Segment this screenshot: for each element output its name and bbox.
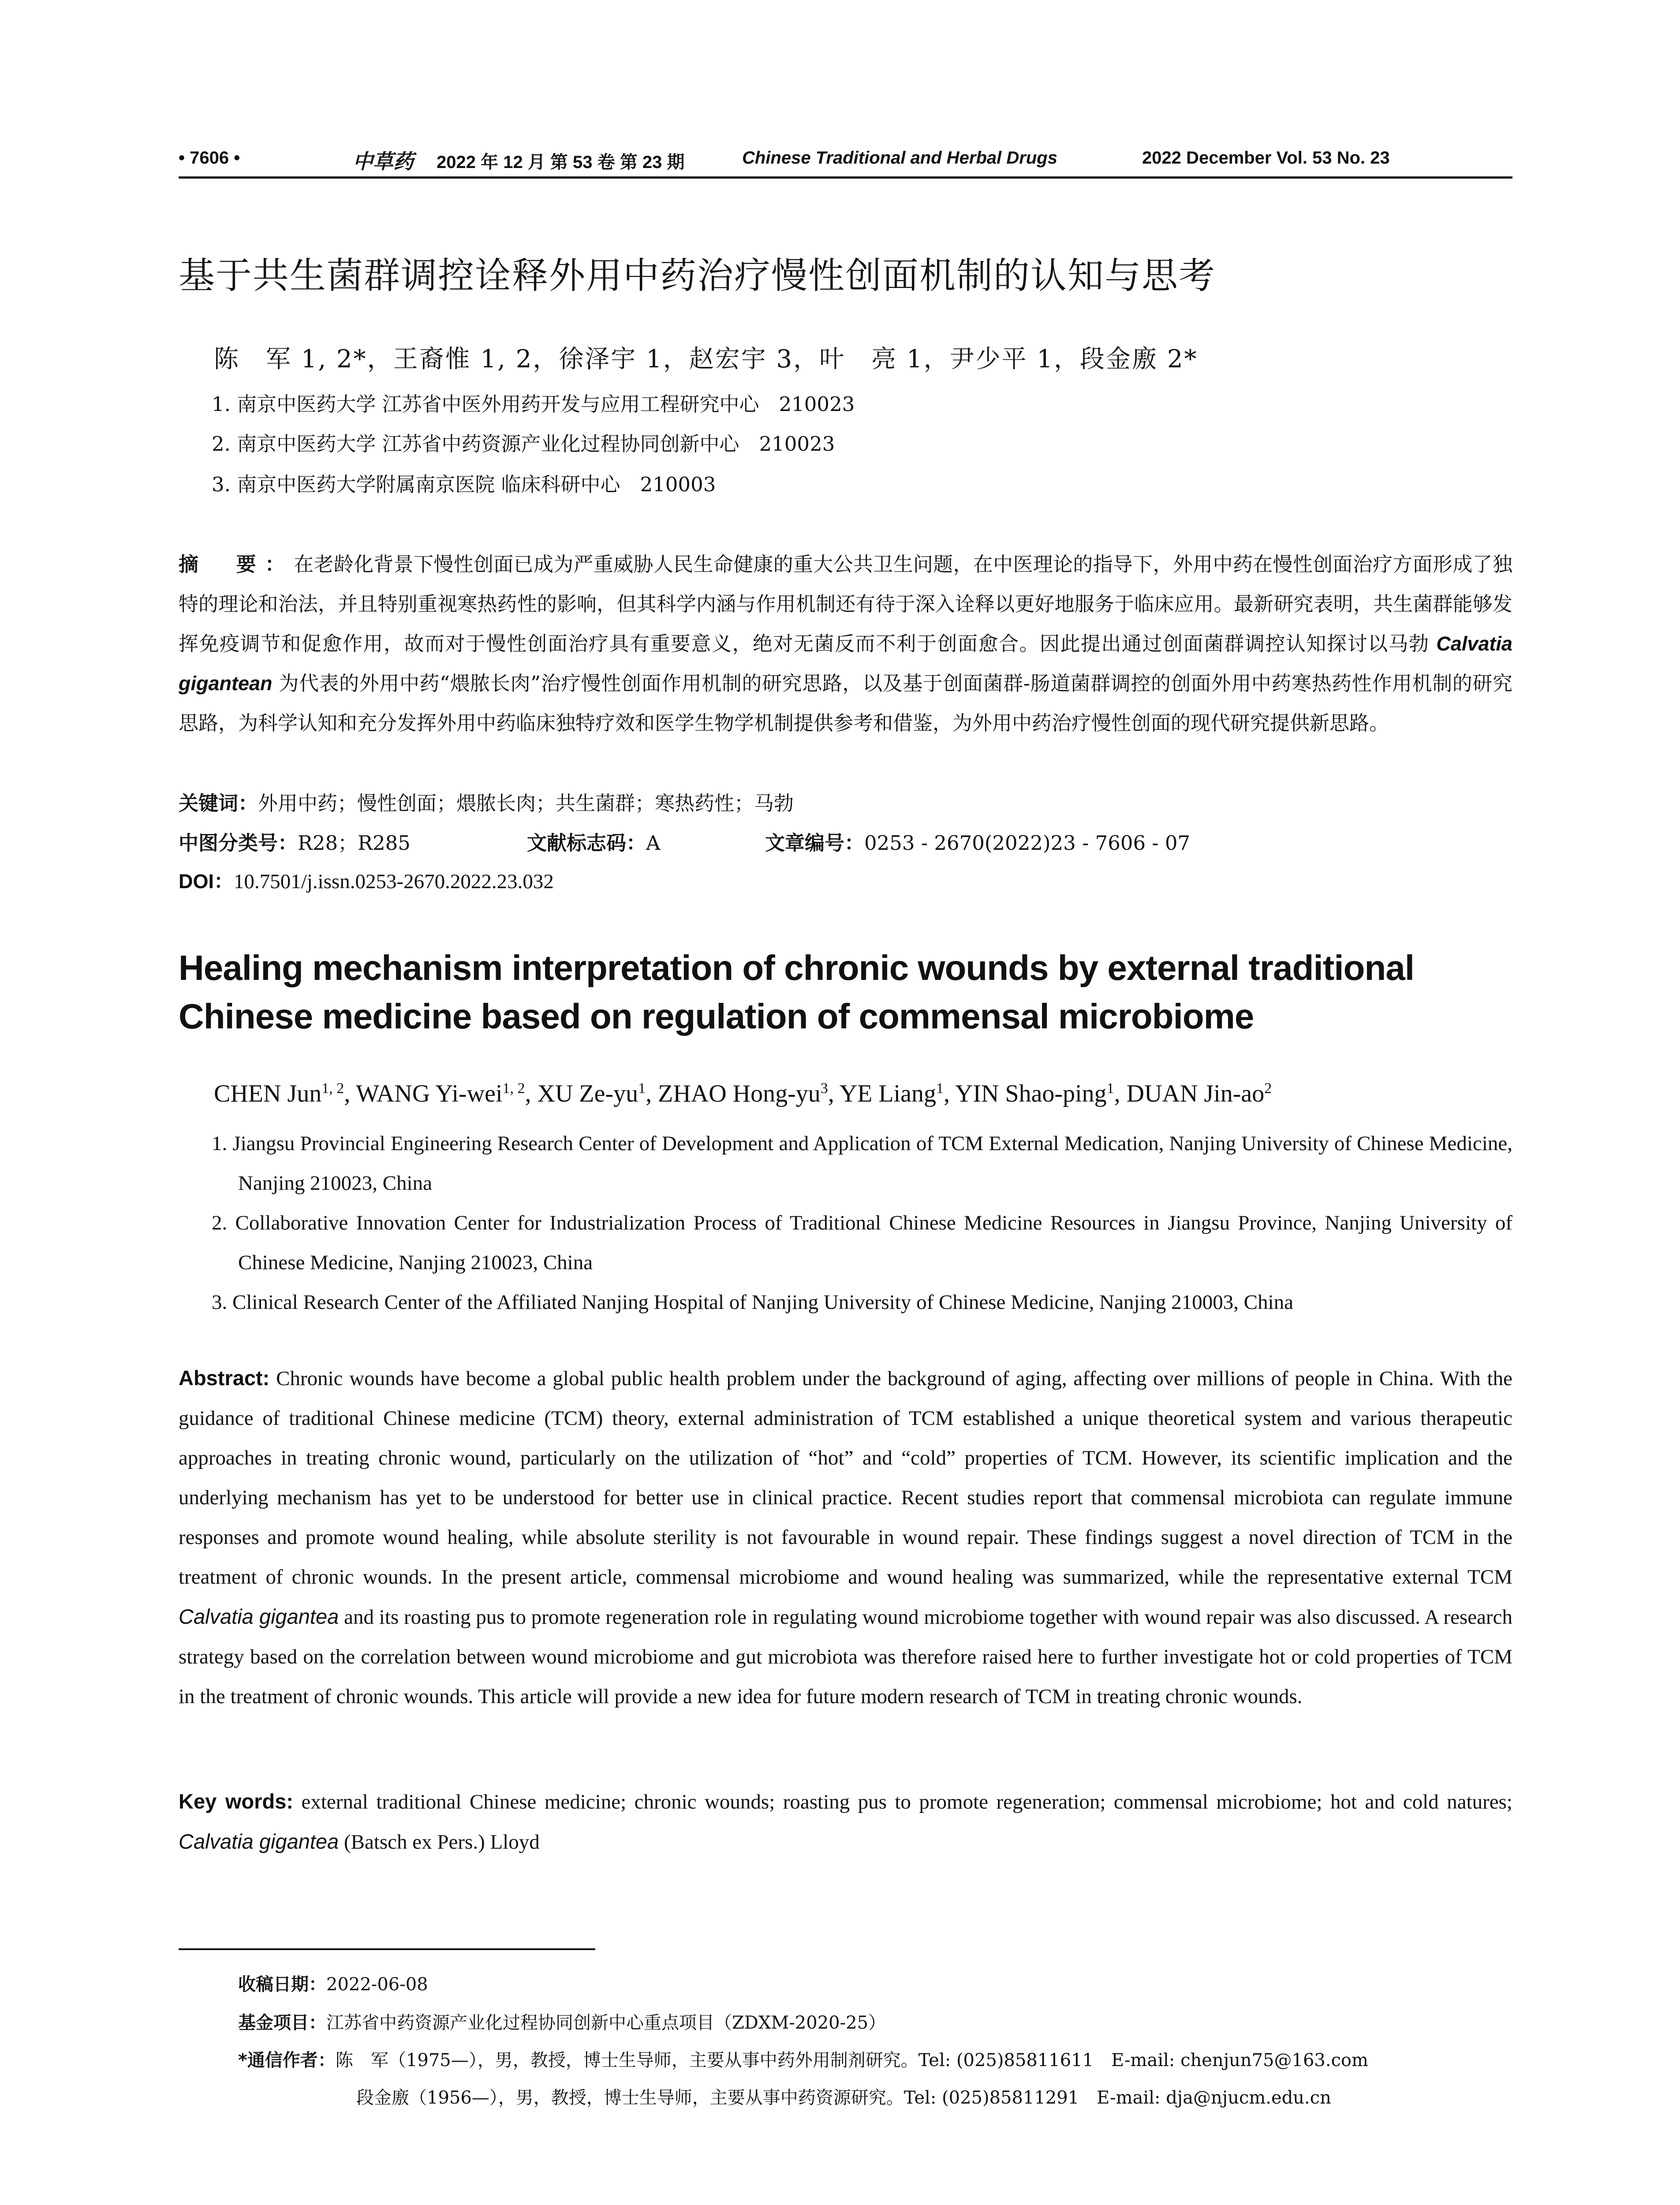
- author-en: [955, 1080, 1114, 1107]
- clc-field: [179, 827, 411, 856]
- authors-cn: 陈 军 1, 2*，王裔惟 1, 2，徐泽宇 1，赵宏宇 3，叶 亮 1，尹少平 1，段金廒 2*: [214, 345, 1198, 374]
- affiliation-en-1: [212, 1124, 1512, 1203]
- abstract-cn-species: Calvatia gigantean: [179, 632, 1512, 695]
- running-header: [179, 140, 1512, 176]
- footnote-rule: [179, 1948, 595, 1950]
- author-en-name: CHEN Jun: [214, 1080, 322, 1107]
- authors-en: CHEN Jun$^{1, 2}$, WANG Yi-wei$^{1, 2}$, XU $Ze-yu^1$, ZHAO Hong-$yu^3$, YE Liang$^1$, YIN Shao-ping$^1$, DUAN Jin-$ao^2$: [214, 1080, 1272, 1107]
- article-no-field: [765, 827, 1190, 856]
- author-en-affiliation-mark: 3: [820, 1080, 828, 1097]
- corr-value-1: 陈 军（1975—），男，教授，博士生导师，主要从事中药外用制剂研究。Tel: (025)85811611 E-mail: chenjun75@163.com: [335, 2050, 1369, 2070]
- fund-value: 江苏省中药资源产业化过程协同创新中心重点项目（ZDXM-2020-25）: [326, 2013, 886, 2033]
- author-en-affiliation-mark: 1: [638, 1080, 646, 1097]
- author-en-name: ZHAO Hong-yu: [658, 1080, 821, 1107]
- doi-row: [179, 865, 554, 894]
- author-en-name: WANG Yi-wei: [356, 1080, 503, 1107]
- header-rule: [179, 176, 1512, 179]
- affiliation-en-2-text: 2. Collaborative Innovation Center for Industrialization Process of Traditional Chinese Medicine Resources in Jiangsu Province, Nanjing University of Chinese Medicine, Nanjing 210023, China: [212, 1211, 1512, 1274]
- author-en-affiliation-mark: 1, 2: [321, 1080, 344, 1097]
- corr-value-2: 段金廒（1956—），男，教授，博士生导师，主要从事中药资源研究。Tel: (025)85811291 E-mail: dja@njucm.edu.cn: [356, 2088, 1331, 2108]
- doc-code-field: [527, 827, 661, 856]
- author-en-name: XU Ze-yu: [537, 1080, 638, 1107]
- abstract-cn-label: 摘 要：: [179, 553, 294, 576]
- author-en: [840, 1080, 944, 1107]
- received-value: 2022-06-08: [326, 1974, 428, 1995]
- keywords-en-label: Key words:: [179, 1790, 294, 1813]
- footnote-corresponding-2: [356, 2084, 1331, 2109]
- doc-code-value: A: [646, 831, 661, 855]
- journal-logo: 中草药: [353, 149, 414, 173]
- abstract-en-text-2: and its roasting pus to promote regeneration role in regulating wound microbiome together with wound repair was also discussed. A research strategy based on the correlation between wound microbiome and gut microbiota was therefore raised here to further investigate hot or cold properties of TCM in the treatment of chronic wounds. This article will provide a new idea for future modern research of TCM in treating chronic wounds.: [179, 1606, 1512, 1708]
- abstract-en: [179, 1358, 1512, 1716]
- received-label: 收稿日期：: [238, 1974, 326, 1995]
- doc-code-label: 文献标志码：: [527, 831, 646, 855]
- affiliation-en-3: [212, 1282, 1512, 1322]
- fund-label: 基金项目：: [238, 2013, 326, 2033]
- abstract-cn-text-2: 为代表的外用中药“煨脓长肉”治疗慢性创面作用机制的研究思路，以及基于创面菌群-肠道菌群调控的创面外用中药寒热药性作用机制的研究思路，为科学认知和充分发挥外用中药临床独特疗效和医学生物学机制提供参考和借鉴，为外用中药治疗慢性创面的现代研究提供新思路。: [179, 672, 1512, 735]
- author-en-name: DUAN Jin-ao: [1126, 1080, 1265, 1107]
- classification-row: [179, 827, 1512, 853]
- issue-info-cn: 2022 年 12 月 第 53 卷 第 23 期: [437, 153, 685, 172]
- paper-title-cn: 基于共生菌群调控诠释外用中药治疗慢性创面机制的认知与思考: [179, 255, 1216, 297]
- abstract-en-species: Calvatia gigantea: [179, 1605, 339, 1628]
- abstract-en-text-1: Chronic wounds have become a global public health problem under the background of aging, affecting over millions of people in China. With the guidance of traditional Chinese medicine (TCM) theory, external administration of TCM established a unique theoretical system and various therapeutic approaches in treating chronic wound, particularly on the utilization of “hot” and “cold” properties of TCM. However, its scientific implication and the underlying mechanism has yet to be understood for better use in clinical practice. Recent studies report that commensal microbiota can regulate immune responses and promote wound healing, while absolute sterility is not favourable in wound repair. These findings suggest a novel direction of TCM in the treatment of chronic wounds. In the present article, commensal microbiome and wound healing was summarized, while the representative external TCM: [179, 1367, 1512, 1588]
- author-en-affiliation-mark: 2: [1264, 1080, 1272, 1097]
- author-en: [538, 1080, 646, 1107]
- page-number: • 7606 •: [179, 148, 240, 168]
- corr-label: *通信作者：: [238, 2050, 336, 2070]
- footnote-fund: [238, 2009, 886, 2034]
- author-en-affiliation-mark: 1: [1106, 1080, 1114, 1097]
- author-en-affiliation-mark: 1: [936, 1080, 944, 1097]
- abstract-cn: [179, 545, 1512, 743]
- keywords-en-species: Calvatia gigantea: [179, 1830, 339, 1853]
- author-en-name: YE Liang: [839, 1080, 936, 1107]
- footnote-corresponding-1: [238, 2046, 1368, 2071]
- paper-title-en: Healing mechanism interpretation of chronic wounds by external traditional Chinese medicine based on regulation of commensal microbiome: [179, 948, 1415, 1036]
- abstract-en-label: Abstract:: [179, 1366, 270, 1390]
- clc-value: R28；R285: [298, 831, 411, 855]
- journal-name-en: Chinese Traditional and Herbal Drugs: [742, 148, 1057, 168]
- keywords-en: [179, 1782, 1512, 1862]
- doi-label: DOI：: [179, 870, 234, 893]
- affiliation-cn-1: 1. 南京中医药大学 江苏省中医外用药开发与应用工程研究中心 210023: [212, 392, 855, 416]
- doi-value[interactable]: 10.7501/j.issn.0253-2670.2022.23.032: [234, 870, 554, 893]
- affiliation-en-1-text: 1. Jiangsu Provincial Engineering Research Center of Development and Application of TCM External Medication, Nanjing University of Chinese Medicine, Nanjing 210023, China: [212, 1132, 1512, 1195]
- author-en-name: YIN Shao-ping: [955, 1080, 1107, 1107]
- author-en: [214, 1080, 344, 1107]
- clc-label: 中图分类号：: [179, 831, 298, 855]
- article-no-label: 文章编号：: [765, 831, 865, 855]
- issue-info-en: 2022 December Vol. 53 No. 23: [1142, 148, 1390, 168]
- keywords-cn-label: 关键词：: [179, 792, 258, 815]
- keywords-cn: [179, 787, 794, 816]
- affiliation-cn-2: 2. 南京中医药大学 江苏省中药资源产业化过程协同创新中心 210023: [212, 432, 835, 456]
- keywords-cn-value: 外用中药；慢性创面；煨脓长肉；共生菌群；寒热药性；马勃: [258, 792, 794, 815]
- abstract-cn-text-1: 在老龄化背景下慢性创面已成为严重威胁人民生命健康的重大公共卫生问题，在中医理论的指导下，外用中药在慢性创面治疗方面形成了独特的理论和治法，并且特别重视寒热药性的影响，但其科学内涵与作用机制还有待于深入诠释以更好地服务于临床应用。最新研究表明，共生菌群能够发挥免疫调节和促愈作用，故而对于慢性创面治疗具有重要意义，绝对无菌反而不利于创面愈合。因此提出通过创面菌群调控认知探讨以马勃: [179, 553, 1512, 655]
- author-en: [658, 1080, 828, 1107]
- keywords-en-text-1: external traditional Chinese medicine; chronic wounds; roasting pus to promote regeneration; commensal microbiome; hot and cold natures;: [301, 1790, 1512, 1813]
- affiliation-cn-3: 3. 南京中医药大学附属南京医院 临床科研中心 210003: [212, 473, 716, 496]
- author-en: [356, 1080, 525, 1107]
- affiliation-en-2: [212, 1203, 1512, 1282]
- keywords-en-text-2: (Batsch ex Pers.) Lloyd: [343, 1831, 540, 1854]
- affiliation-en-3-text: 3. Clinical Research Center of the Affiliated Nanjing Hospital of Nanjing University of Chinese Medicine, Nanjing 210003, China: [212, 1291, 1294, 1314]
- author-en-affiliation-mark: 1, 2: [502, 1080, 525, 1097]
- article-no-value: 0253 - 2670(2022)23 - 7606 - 07: [864, 831, 1191, 855]
- author-en: [1127, 1080, 1272, 1107]
- footnote-received: [238, 1970, 428, 1996]
